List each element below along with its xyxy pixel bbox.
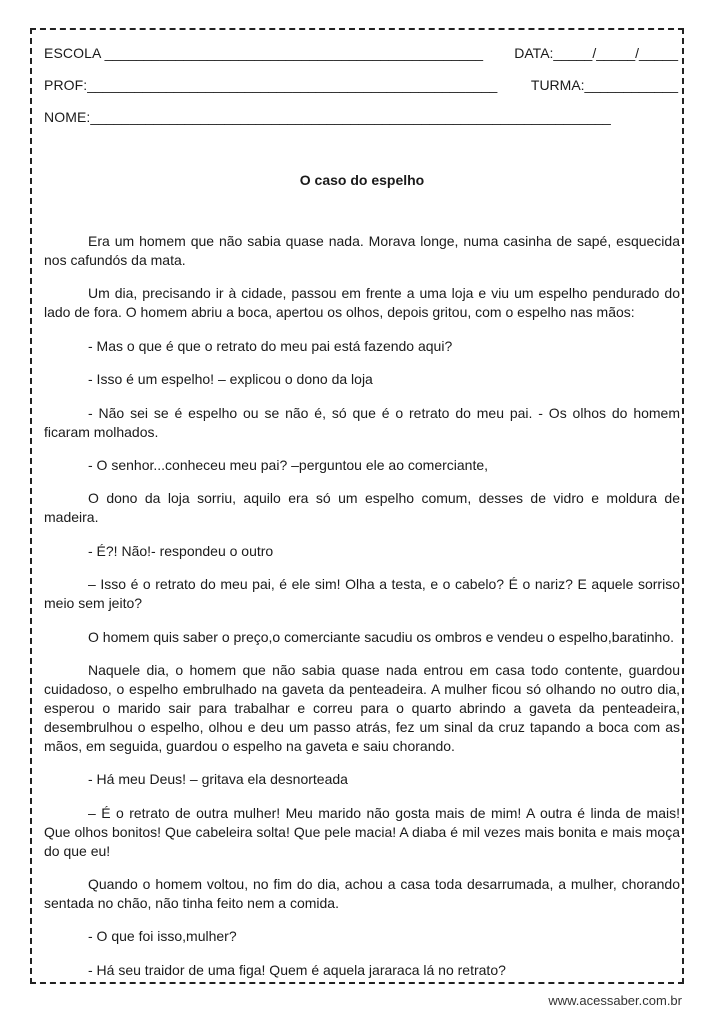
name-field: NOME:__________________________________________________________________ xyxy=(44,109,611,125)
paragraph: – É o retrato de outra mulher! Meu marido não gosta mais de mim! A outra é linda de mais! Que olhos bonitos! Que cabeleira solta! Que pele macia! A diaba é mil vezes mais bonita e mais moça do que eu! xyxy=(44,804,680,859)
paragraph: – Isso é o retrato do meu pai, é ele sim! Olha a testa, e o cabelo? É o nariz? E aquele sorriso meio sem jeito? xyxy=(44,576,680,612)
story-title: O caso do espelho xyxy=(299,172,425,188)
site-url: www.acessaber.com.br xyxy=(548,993,682,1008)
paragraph: O homem quis saber o preço,o comerciante sacudiu os ombros e vendeu o espelho,baratinho. xyxy=(88,628,675,645)
paragraph: - É?! Não!- respondeu o outro xyxy=(88,542,274,559)
paragraph: - Há meu Deus! – gritava ela desnorteada xyxy=(88,771,348,788)
paragraph: - O que foi isso,mulher? xyxy=(88,928,237,945)
paragraph: - Mas o que é que o retrato do meu pai está fazendo aqui? xyxy=(88,337,453,354)
paragraph: Quando o homem voltou, no fim do dia, achou a casa toda desarrumada, a mulher, chorando sentada no chão, não tinha feito nem a comida. xyxy=(44,876,680,912)
date-field: DATA:_____/_____/_____ xyxy=(514,45,678,61)
paragraph: - O senhor...conheceu meu pai? –perguntou ele ao comerciante, xyxy=(88,456,489,473)
paragraph: Naquele dia, o homem que não sabia quase nada entrou em casa todo contente, guardou cuidadoso, o espelho embrulhado na gaveta da penteadeira. A mulher ficou só olhando no outro dia, esperou o marido sair para trabalhar e correu para o quarto abrindo a gaveta da penteadeira, desembrulhou o espelho, olhou e deu um passo atrás, fez um sinal da cruz tapando a boca com as mãos, em seguida, guardou o espelho na gaveta e saiu chorando. xyxy=(44,661,680,754)
paragraph: - Não sei se é espelho ou se não é, só que é o retrato do meu pai. - Os olhos do homem ficaram molhados. xyxy=(44,404,680,440)
paragraph: Um dia, precisando ir à cidade, passou em frente a uma loja e viu um espelho pendurado do lado de fora. O homem abriu a boca, apertou os olhos, depois gritou, com o espelho nas mãos: xyxy=(44,285,680,321)
paragraph: O dono da loja sorriu, aquilo era só um espelho comum, desses de vidro e moldura de madeira. xyxy=(44,490,680,526)
class-field: TURMA:____________ xyxy=(530,77,678,93)
paragraph: - Isso é um espelho! – explicou o dono da loja xyxy=(88,371,373,388)
paragraph: - Há seu traidor de uma figa! Quem é aquela jararaca lá no retrato? xyxy=(88,961,506,978)
school-field: ESCOLA ________________________________________________ xyxy=(44,45,484,61)
paragraph: Era um homem que não sabia quase nada. Morava longe, numa casinha de sapé, esquecida nos cafundós da mata. xyxy=(44,233,680,268)
story-body xyxy=(44,232,680,994)
prof-field: PROF:____________________________________________________ xyxy=(44,77,498,93)
